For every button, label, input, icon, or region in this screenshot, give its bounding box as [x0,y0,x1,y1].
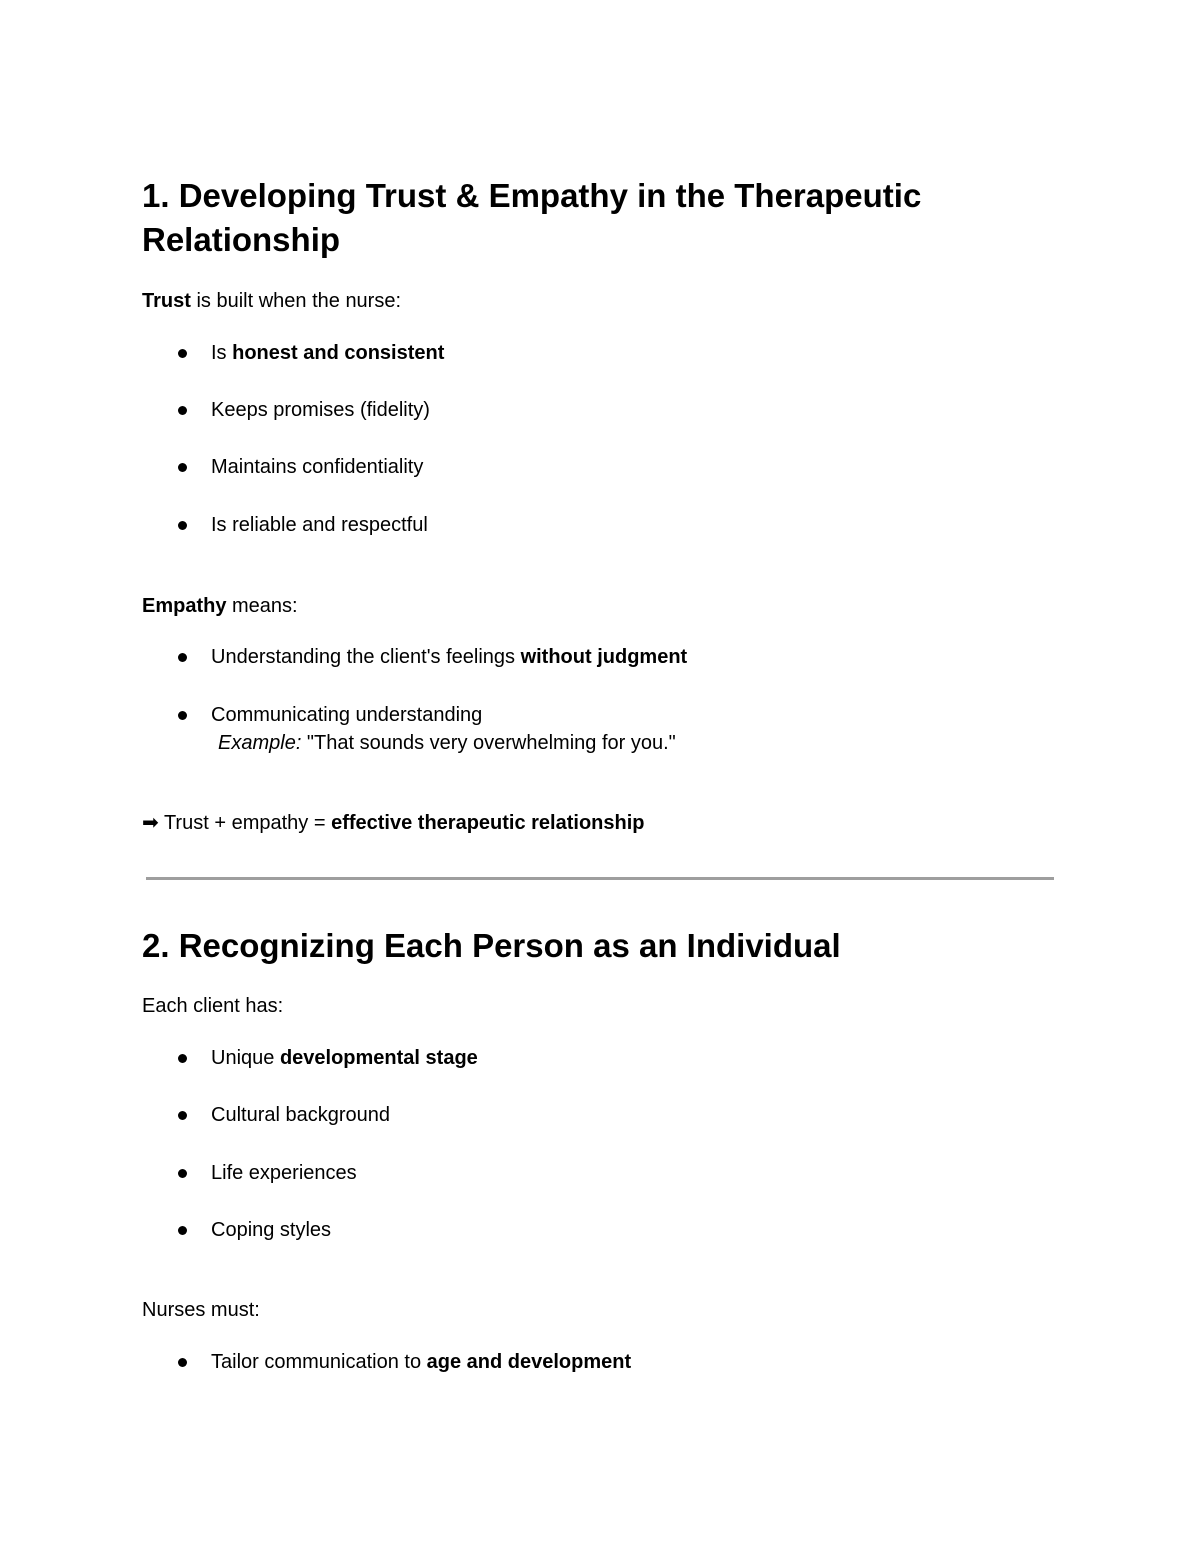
trust-intro-bold: Trust [142,290,191,312]
list-item-bold: developmental stage [279,1047,478,1069]
list-item-bold: honest and consistent [232,342,445,364]
example-quote [218,731,676,755]
section-divider [146,877,1054,880]
list-item-text: Maintains confidentiality [211,456,424,478]
section-1-heading-line2: Relationship [142,221,341,258]
list-item-bold: age and development [426,1351,632,1373]
summary-bold: effective therapeutic relationship [331,812,645,834]
section-2-heading: 2. Recognizing Each Person as an Individual [142,927,841,964]
bullet-icon [178,711,187,720]
section-1-heading-line1: 1. Developing Trust & Empathy in the Therapeutic [142,177,922,214]
list-item-bold: without judgment [520,646,688,668]
bullet-icon [178,1169,187,1178]
bullet-icon [178,1111,187,1120]
summary-line [142,811,645,835]
nurses-intro: Nurses must: [142,1299,260,1321]
summary-text: Trust + empathy = [158,812,332,834]
list-item-text: Coping styles [211,1219,332,1241]
bullet-icon [178,1226,187,1235]
bullet-icon [178,1054,187,1063]
list-item-text: Life experiences [211,1162,357,1184]
list-item-text: Communicating understanding [211,704,483,726]
list-item-text: Unique [211,1047,280,1069]
empathy-intro-text: means: [226,595,298,617]
bullet-icon [178,653,187,662]
list-item-text: Understanding the client's feelings [211,646,521,668]
bullet-icon [178,406,187,415]
list-item-text: Is reliable and respectful [211,514,428,536]
bullet-icon [178,463,187,472]
trust-intro-text: is built when the nurse: [190,290,402,312]
list-item-text: Is [211,342,233,364]
trust-intro [142,289,401,313]
list-item-text: Keeps promises (fidelity) [211,399,430,421]
list-item-text: Cultural background [211,1104,390,1126]
client-intro: Each client has: [142,995,284,1017]
list-item-text: Tailor communication to [211,1351,427,1373]
bullet-icon [178,521,187,530]
arrow-right-icon: ➡ [142,812,159,834]
empathy-intro [142,594,298,618]
example-text: "That sounds very overwhelming for you." [301,732,676,754]
bullet-icon [178,349,187,358]
bullet-icon [178,1358,187,1367]
section-1-heading [142,174,921,262]
empathy-intro-bold: Empathy [142,595,227,617]
example-label: Example: [218,732,302,754]
